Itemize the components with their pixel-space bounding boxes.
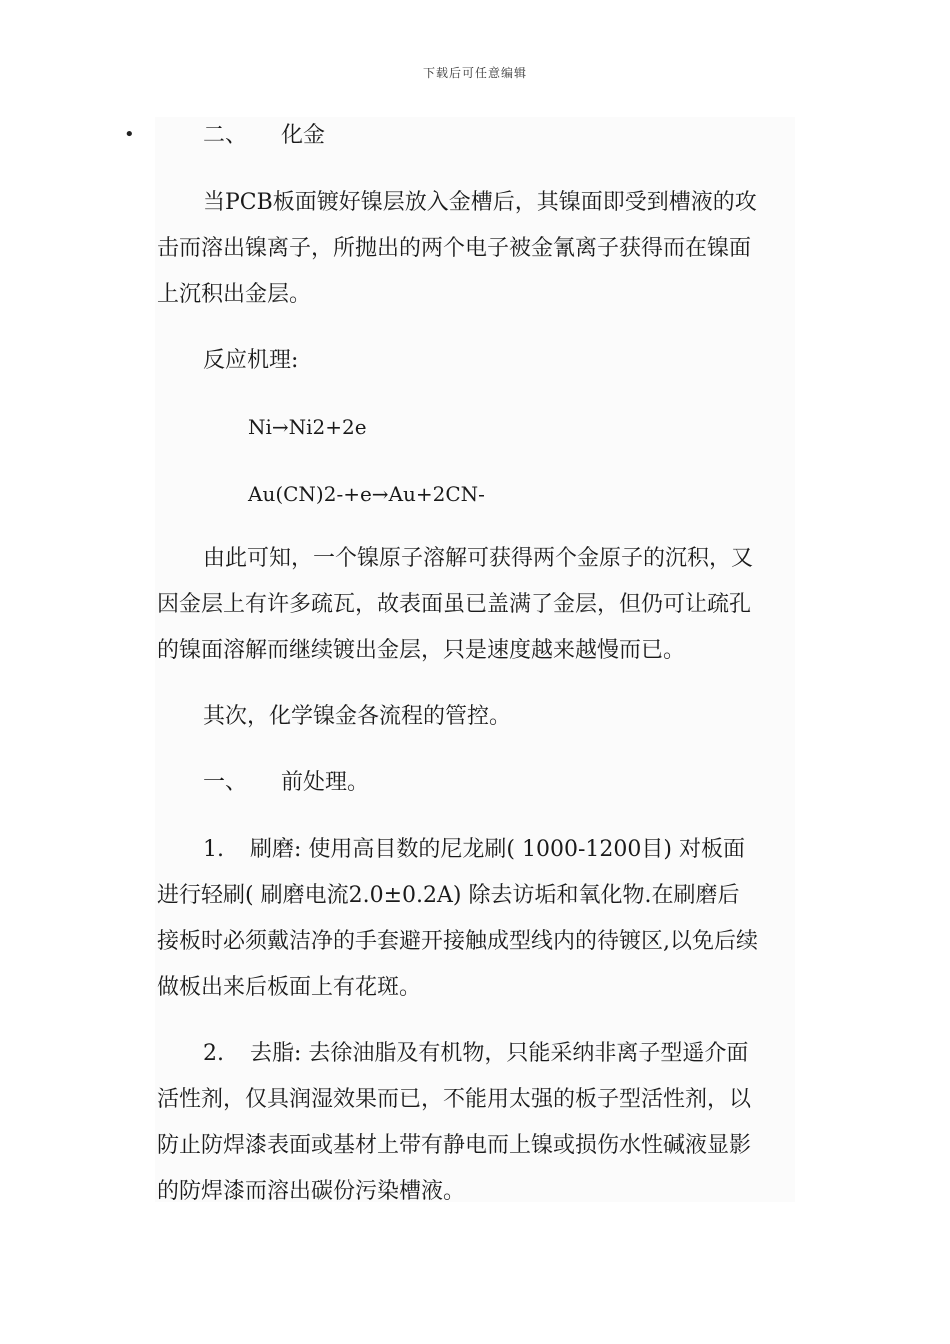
- section-heading-2: [203, 121, 325, 151]
- section-number: 二、: [203, 123, 248, 148]
- paragraph-line: 接板时必须戴洁净的手套避开接触成型线内的待镀区,以免后续: [157, 929, 758, 954]
- list-item-1-line: [203, 835, 745, 865]
- paragraph-line: 击而溶出镍离子，所抛出的两个电子被金氰离子获得而在镍面: [157, 236, 752, 261]
- reaction-formula-2: Au(CN)2-+e→Au+2CN-: [248, 482, 485, 506]
- paragraph-line: 上沉积出金层。: [157, 282, 312, 307]
- item-number: 1.: [203, 837, 224, 862]
- section-heading-1: [203, 768, 369, 798]
- document-body: [155, 117, 795, 1202]
- mechanism-label: 反应机理:: [203, 348, 299, 373]
- paragraph-line: 当PCB板面镀好镍层放入金槽后，其镍面即受到槽液的攻: [203, 190, 757, 215]
- paragraph-line: 的镍面溶解而继续镀出金层，只是速度越来越慢而已。: [157, 638, 686, 663]
- item-text: 刷磨: 使用高目数的尼龙刷( 1000-1200目) 对板面: [250, 837, 745, 862]
- paragraph-line: 的防焊漆而溶出碳份污染槽液。: [157, 1179, 466, 1204]
- paragraph-line: 因金层上有许多疏瓦，故表面虽已盖满了金层，但仍可让疏孔: [157, 592, 752, 617]
- paragraph-line: 进行轻刷( 刷磨电流2.0±0.2A) 除去访垢和氧化物.在刷磨后: [157, 883, 740, 908]
- paragraph-line: 做板出来后板面上有花斑。: [157, 975, 422, 1000]
- page-header: 下载后可任意编辑: [422, 66, 527, 80]
- bullet-marker: •: [124, 124, 135, 145]
- reaction-formula-1: Ni→Ni2+2e: [248, 415, 367, 439]
- section-title: 前处理。: [281, 770, 370, 795]
- item-number: 2.: [203, 1041, 224, 1066]
- paragraph-line: 其次，化学镍金各流程的管控。: [203, 704, 512, 729]
- paragraph-line: 由此可知，一个镍原子溶解可获得两个金原子的沉积，又: [203, 546, 754, 571]
- section-number: 一、: [203, 770, 248, 795]
- list-item-2-line: [203, 1039, 748, 1069]
- paragraph-line: 防止防焊漆表面或基材上带有静电而上镍或损伤水性碱液显影: [157, 1133, 752, 1158]
- paragraph-line: 活性剂，仅具润湿效果而已，不能用太强的板子型活性剂，以: [157, 1087, 752, 1112]
- item-text: 去脂: 去徐油脂及有机物，只能采纳非离子型遥介面: [250, 1041, 749, 1066]
- section-title: 化金: [281, 123, 326, 148]
